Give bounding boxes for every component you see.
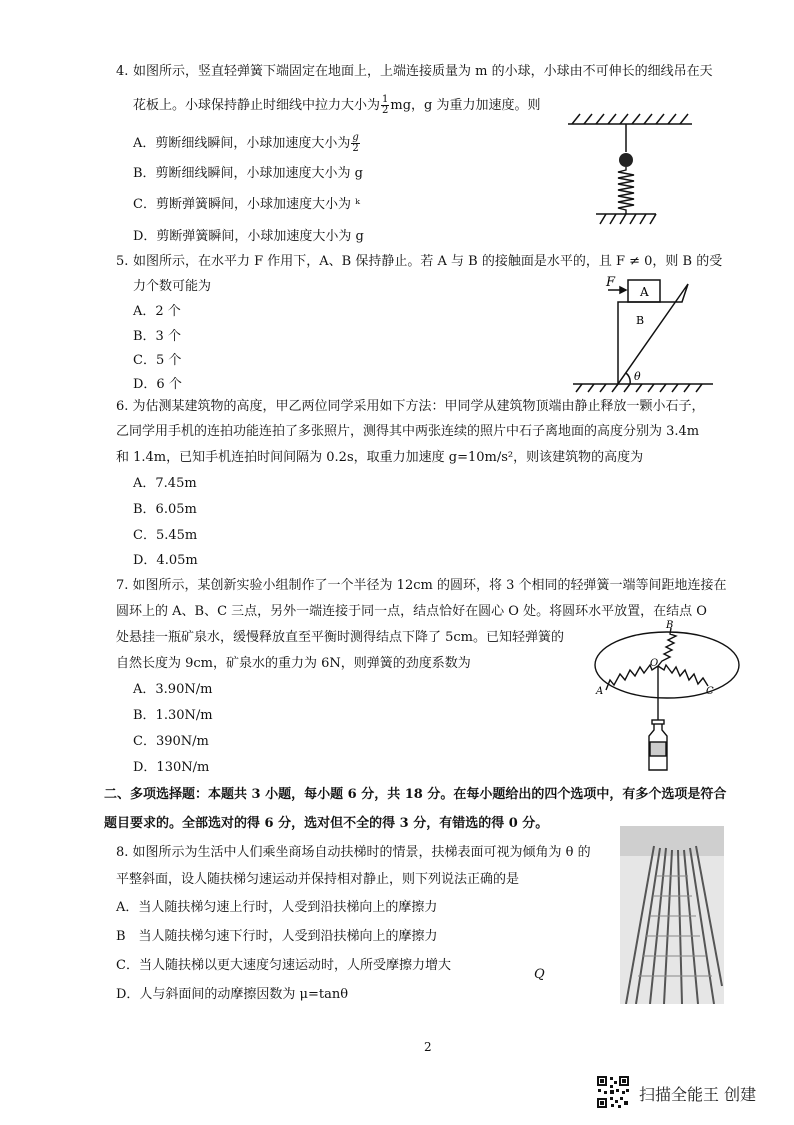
q5-number: 5. [116, 254, 129, 269]
q4-stem-line2-b: mg，g 为重力加速度。则 [390, 98, 541, 113]
q7-stem-line2: 圆环上的 A、B、C 三点，另外一端连接于同一点，结点恰好在圆心 O 处。将圆环水平放置，在结点 O [116, 604, 707, 619]
q4-option-c: C．剪断弹簧瞬间，小球加速度大小为 ᵏ [133, 197, 360, 212]
spring-oc [658, 665, 708, 686]
q6-stem-line2: 乙同学用手机的连拍功能连拍了多张照片，测得其中两张连续的照片中石子离地面的高度分别为 3.4m [116, 424, 700, 439]
q4-fraction [381, 95, 389, 116]
block-a-label: A [640, 285, 649, 299]
section2-line1: 二、多项选择题：本题共 3 小题，每小题 6 分，共 18 分。在每小题给出的四个选项中，有多个选项是符合 [104, 787, 727, 802]
theta-label: θ [634, 370, 641, 383]
wedge-b-label: B [636, 314, 645, 327]
section2-line2: 题目要求的。全部选对的得 6 分，选对但不全的得 3 分，有错选的得 0 分。 [104, 816, 549, 831]
q8-option-c: C．当人随扶梯以更大速度匀速运动时，人所受摩擦力增大 [116, 958, 451, 973]
q6-option-a: A．7.45m [133, 476, 197, 491]
q4-option-d: D．剪断弹簧瞬间，小球加速度大小为 g [133, 229, 364, 244]
q5-stem-line1: 如图所示，在水平力 F 作用下，A、B 保持静止。若 A 与 B 的接触面是水平的，且 F ≠ 0，则 B 的受 [133, 254, 723, 269]
q4-option-b: B．剪断细线瞬间，小球加速度大小为 g [133, 166, 364, 181]
q5-wedge-figure [568, 272, 718, 394]
q5-option-d: D．6 个 [133, 377, 182, 392]
label-c: C [706, 686, 714, 697]
q7-option-c: C．390N/m [133, 734, 209, 749]
q4-stem-line2 [133, 95, 541, 116]
ring [595, 632, 739, 698]
q5-option-a: A．2 个 [133, 304, 181, 319]
label-a: A [596, 686, 604, 697]
ball [619, 153, 633, 167]
force-label: F [606, 275, 616, 290]
ceiling-hatch [572, 114, 688, 124]
q8-stray-mark: Q [534, 967, 545, 982]
q8-escalator-photo [620, 826, 724, 1004]
q5-option-c: C．5 个 [133, 353, 182, 368]
q6-option-c: C．5.45m [133, 528, 198, 543]
q4-frac-numerator: 1 [382, 94, 389, 105]
spring [618, 167, 634, 214]
q4-option-a-text: A．剪断细线瞬间，小球加速度大小为 [133, 136, 351, 151]
ground-hatch [576, 384, 702, 392]
q7-stem-line3: 处悬挂一瓶矿泉水，缓慢释放直至平衡时测得结点下降了 5cm。已知轻弹簧的 [116, 630, 565, 645]
label-b: B [666, 620, 674, 631]
q8-option-b: B 当人随扶梯匀速下行时，人受到沿扶梯向上的摩擦力 [116, 929, 438, 944]
q4-option-a [133, 133, 361, 154]
q8-stem-line2: 平整斜面，设人随扶梯匀速运动并保持相对静止，则下列说法正确的是 [116, 872, 520, 887]
q5-stem-line2: 力个数可能为 [133, 279, 212, 294]
q6-option-b: B．6.05m [133, 502, 197, 517]
q4-number: 4. [116, 64, 129, 79]
q6-option-d: D．4.05m [133, 553, 198, 568]
qr-code-icon [596, 1075, 630, 1109]
bottle-label [650, 742, 666, 756]
bottle-cap [652, 720, 664, 724]
q6-stem-line1: 6. 为估测某建筑物的高度，甲乙两位同学采用如下方法：甲同学从建筑物顶端由静止释放一颗小石子， [116, 399, 705, 414]
label-o: O [650, 658, 659, 669]
q5-option-b: B．3 个 [133, 329, 181, 344]
q6-stem-line3: 和 1.4m，已知手机连拍时间间隔为 0.2s，取重力加速度 g=10m/s²，则该建筑物的高度为 [116, 450, 644, 465]
q4-optA-denominator: 2 [352, 143, 359, 154]
q7-option-b: B．1.30N/m [133, 708, 213, 723]
q4-stem-line1: 如图所示，竖直轻弹簧下端固定在地面上，上端连接质量为 m 的小球，小球由不可伸长的细线吊在天 [133, 64, 713, 79]
scanner-watermark: 扫描全能王 创建 [639, 1085, 757, 1104]
q8-stem-line1: 8. 如图所示为生活中人们乘坐商场自动扶梯时的情景，扶梯表面可视为倾角为 θ 的 [116, 845, 591, 860]
force-arrow-head [620, 287, 626, 293]
q7-ring-figure [592, 620, 742, 778]
q4-stem-line2-a: 花板上。小球保持静止时细线中拉力大小为 [133, 98, 381, 113]
q7-stem-line1: 7. 如图所示，某创新实验小组制作了一个半径为 12cm 的圆环，将 3 个相同的轻弹簧一端等间距地连接在 [116, 578, 727, 593]
q4-frac-denominator: 2 [382, 105, 389, 116]
angle-arc [626, 373, 630, 384]
q7-option-a: A．3.90N/m [133, 682, 213, 697]
q4-optA-numerator: g [352, 132, 359, 143]
q8-option-d: D．人与斜面间的动摩擦因数为 μ=tanθ [116, 987, 349, 1002]
spring-ob [658, 628, 676, 666]
q7-option-d: D．130N/m [133, 760, 210, 775]
page-number: 2 [424, 1040, 432, 1054]
q4-option-a-fraction [351, 133, 359, 154]
q4-spring-figure [560, 110, 700, 235]
q8-option-a: A．当人随扶梯匀速上行时，人受到沿扶梯向上的摩擦力 [116, 900, 438, 915]
q7-stem-line4: 自然长度为 9cm，矿泉水的重力为 6N，则弹簧的劲度系数为 [116, 656, 471, 671]
ground [596, 214, 656, 224]
